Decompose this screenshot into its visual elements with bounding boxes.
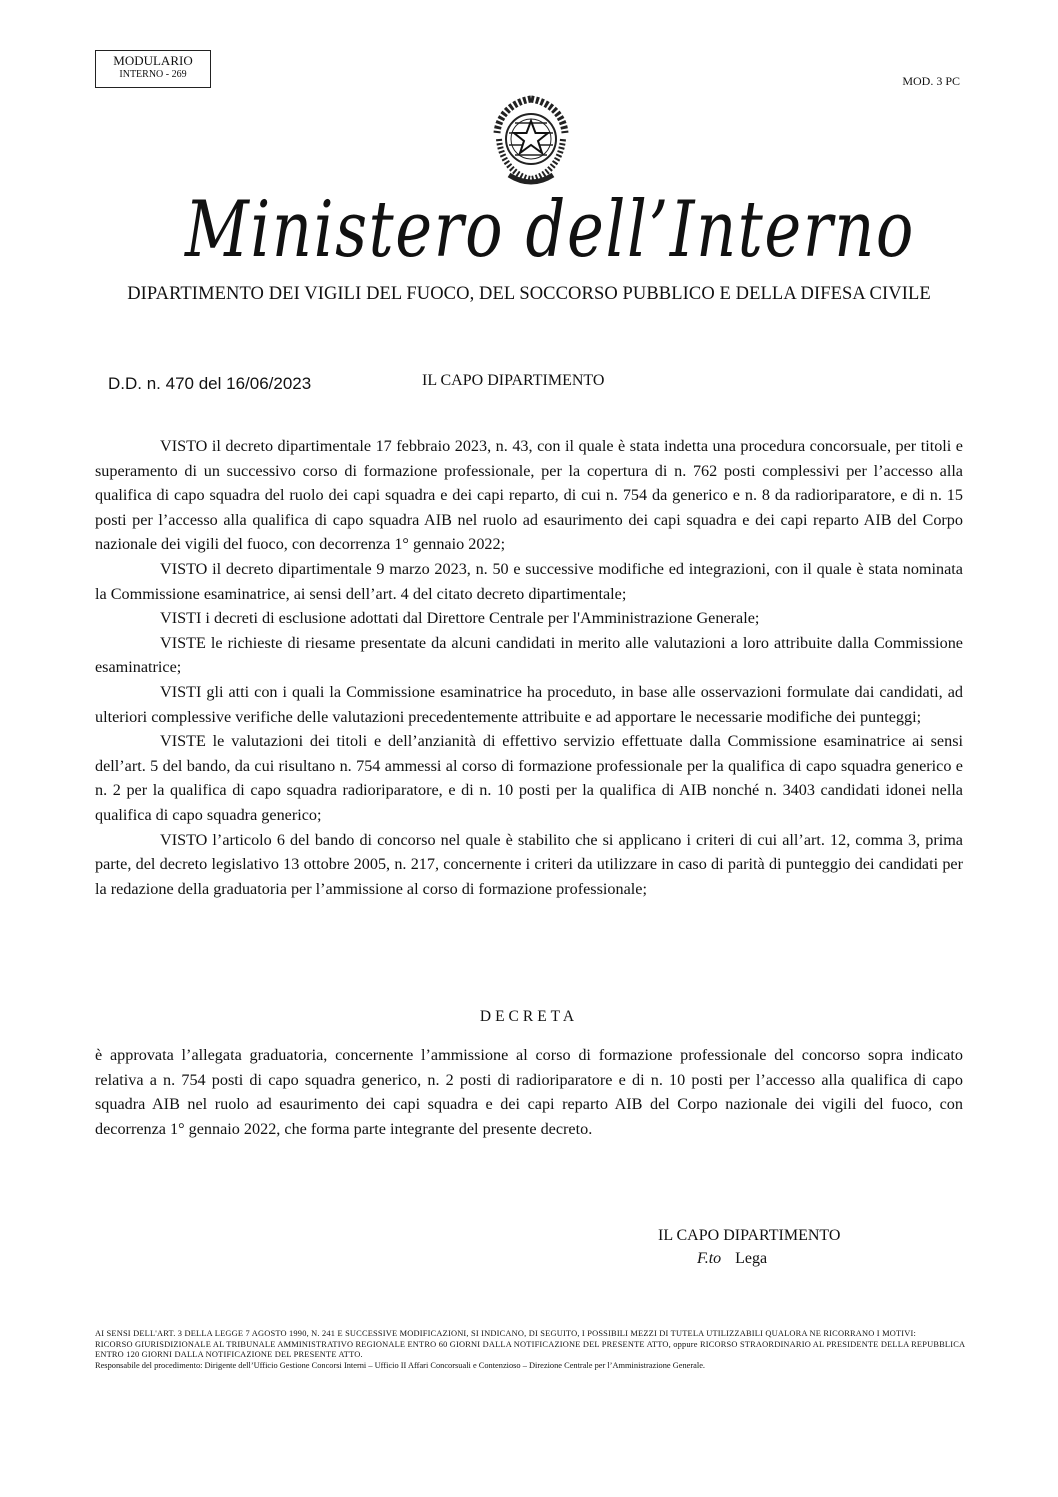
ministry-title bbox=[170, 185, 930, 284]
premise-paragraph: VISTI gli atti con i quali la Commissione esaminatrice ha proceduto, in base alle osservazioni formulate dai candidati, ad ulteriori complessive verifiche delle valutazioni precedentemente attribuite e ad apportare le necessarie modifiche dei punteggi; bbox=[95, 682, 963, 726]
ministry-title-text: Ministero dell’Interno bbox=[183, 185, 915, 275]
legal-footer bbox=[95, 1329, 965, 1371]
premise-paragraph: VISTE le valutazioni dei titoli e dell’anzianità di effettivo servizio effettuate dalla Commissione esaminatrice ai sensi dell’art. 5 del bando, da cui risultano n. 754 ammessi al corso di formazione professionale per la qualifica di capo squadra generico e n. 2 per la qualifica di capo squadra radioriparatore, e di n. 10 posti per la qualifica di AIB nonché n. 3403 candidati idonei nella qualifica di capo squadra generico; bbox=[95, 732, 963, 824]
footer-responsible: Responsabile del procedimento: Dirigente dell’Ufficio Gestione Concorsi Interni – Ufficio II Affari Concorsuali e Contenzioso – Direzione Centrale per l’Amministrazione Generale. bbox=[95, 1360, 706, 1370]
premise-paragraph: VISTI i decreti di esclusione adottati dal Direttore Centrale per l'Amministrazione Generale; bbox=[160, 609, 760, 628]
footer-remedies-intro: AI SENSI DELL'ART. 3 DELLA LEGGE 7 AGOSTO 1990, N. 241 E SUCCESSIVE MODIFICAZIONI, SI INDICANO, DI SEGUITO, I POSSIBILI MEZZI DI TUTELA UTILIZZABILI QUALORA NE RICORRANO I MOTIVI: bbox=[95, 1329, 917, 1338]
decree-premises bbox=[95, 434, 963, 901]
department-heading: DIPARTIMENTO DEI VIGILI DEL FUOCO, DEL SOCCORSO PUBBLICO E DELLA DIFESA CIVILE bbox=[127, 284, 931, 304]
signature-title: IL CAPO DIPARTIMENTO bbox=[658, 1227, 841, 1244]
modulario-label: MODULARIO bbox=[113, 53, 193, 68]
signature-fto: F.to bbox=[697, 1250, 722, 1267]
decree-authority: IL CAPO DIPARTIMENTO bbox=[422, 372, 605, 389]
italian-republic-emblem-icon bbox=[487, 93, 575, 189]
modulario-box bbox=[95, 50, 211, 88]
premise-paragraph: VISTO l’articolo 6 del bando di concorso nel quale è stabilito che si applicano i criteri di cui all’art. 12, comma 3, prima parte, del decreto legislativo 13 ottobre 2005, n. 217, concernente i criteri da utilizzare in caso di parità di punteggio dei candidati per la redazione della graduatoria per l’ammissione al corso di formazione professionale; bbox=[95, 830, 963, 898]
footer-remedies: RICORSO GIURISDIZIONALE AL TRIBUNALE AMMINISTRATIVO REGIONALE ENTRO 60 GIORNI DALLA NOTIFICAZIONE DEL PRESENTE ATTO, oppure RICORSO STRAORDINARIO AL PRESIDENTE DELLA REPUBBLICA ENTRO 120 GIORNI DALLA NOTIFICAZIONE DEL PRESENTE ATTO. bbox=[95, 1339, 965, 1360]
premise-paragraph: VISTE le richieste di riesame presentate da alcuni candidati in merito alle valutazioni a loro attribuite dalla Commissione esaminatrice; bbox=[95, 633, 963, 677]
premise-paragraph: VISTO il decreto dipartimentale 17 febbraio 2023, n. 43, con il quale è stata indetta una procedura concorsuale, per titoli e superamento di un successivo corso di formazione professionale, per la copertura di n. 762 posti complessivi per l’accesso alla qualifica di capo squadra del ruolo dei capi squadra e dei capi reparto, di cui n. 754 da generico e n. 8 da radioriparatore, e di n. 15 posti per l’accesso alla qualifica di capo squadra AIB nel ruolo ad esaurimento dei capi squadra e dei capi reparto AIB del Corpo nazionale dei vigili del fuoco, con decorrenza 1° gennaio 2022; bbox=[95, 437, 963, 554]
premise-paragraph: VISTO il decreto dipartimentale 9 marzo 2023, n. 50 e successive modifiche ed integrazioni, con il quale è stata nominata la Commissione esaminatrice, ai sensi dell’art. 4 del citato decreto dipartimentale; bbox=[95, 559, 963, 603]
provision-paragraph: è approvata l’allegata graduatoria, concernente l’ammissione al corso di formazione professionale del concorso sopra indicato relativa a n. 754 posti di capo squadra generico, n. 2 posti di radioriparatore e di n. 10 posti per l’accesso alla qualifica di capo squadra AIB nel ruolo ad esaurimento dei capi squadra e dei capi reparto AIB del Corpo nazionale dei vigili del fuoco, con decorrenza 1° gennaio 2022, che forma parte integrante del presente decreto. bbox=[95, 1046, 963, 1138]
decree-provision bbox=[95, 1043, 963, 1141]
signature-name: Lega bbox=[735, 1250, 768, 1267]
modulario-code: INTERNO - 269 bbox=[119, 69, 187, 80]
decree-number: D.D. n. 470 del 16/06/2023 bbox=[108, 374, 312, 393]
mod-pc-label: MOD. 3 PC bbox=[902, 74, 960, 88]
decreta-heading: DECRETA bbox=[479, 1008, 579, 1025]
signature-line bbox=[697, 1250, 767, 1268]
